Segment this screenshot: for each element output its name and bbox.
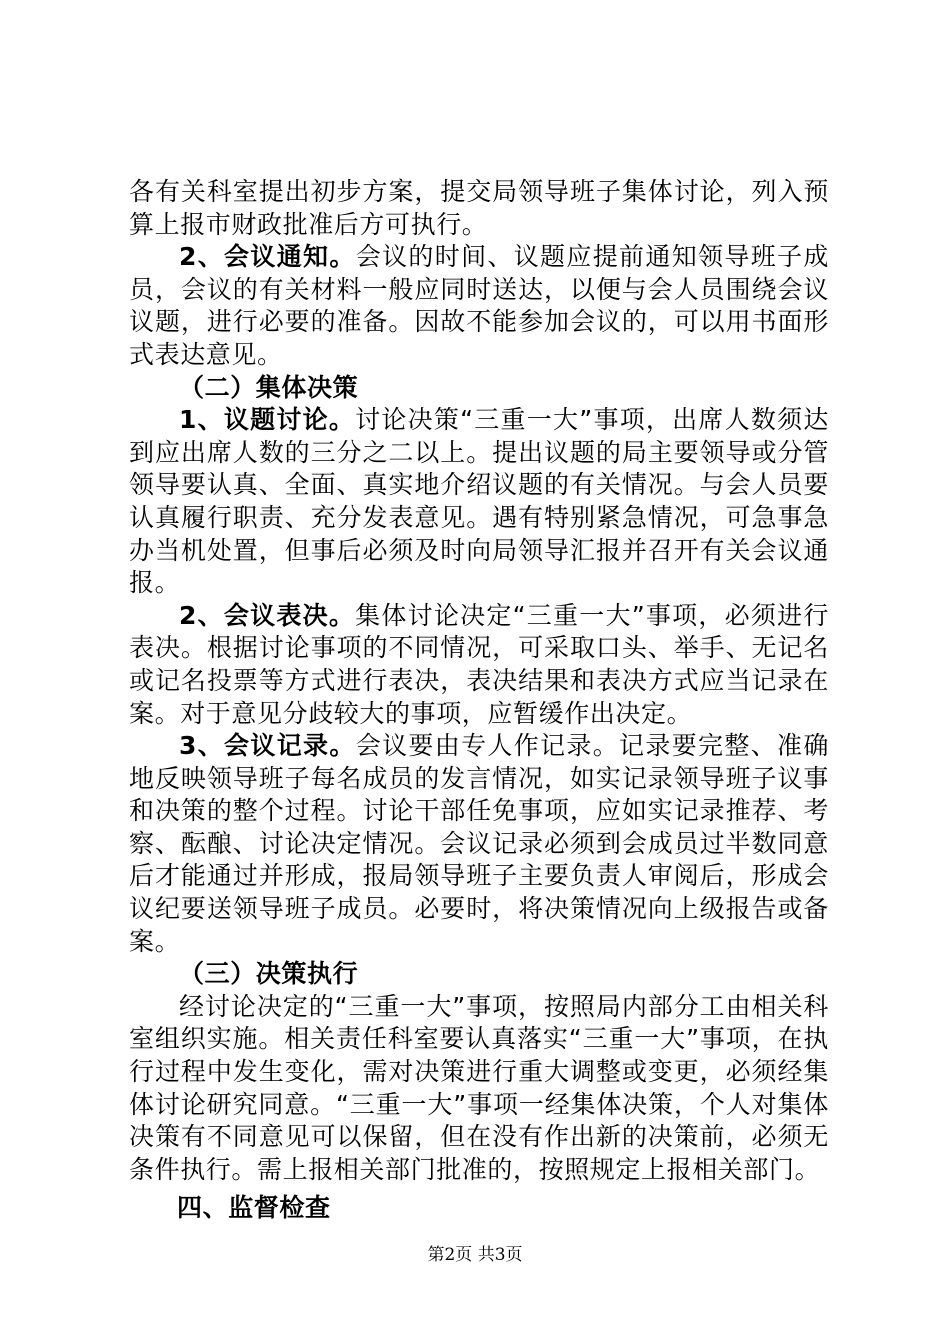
paragraph-heading: 1、议题讨论。 — [179, 405, 356, 435]
paragraph-meeting-vote — [129, 600, 829, 730]
paragraph-heading: 2、会议通知。 — [179, 242, 356, 272]
paragraph-text: 集体讨论决定“三重一大”事项，必须进行表决。根据讨论事项的不同情况，可采取口头、举手、无记名或记名投票等方式进行表决，表决结果和表决方式应当记录在案。对于意见分歧较大的事项，应暂缓作出决定。 — [129, 600, 829, 728]
paragraph-text: 会议的时间、议题应提前通知领导班子成员，会议的有关材料一般应同时送达，以便与会人员围绕会议议题，进行必要的准备。因故不能参加会议的，可以用书面形式表达意见。 — [129, 242, 829, 369]
paragraph-text: 讨论决策“三重一大”事项，出席人数须达到应出席人数的三分之二以上。提出议题的局主要领导或分管领导要认真、全面、真实地介绍议题的有关情况。与会人员要认真履行职责、充分发表意见。遇有特别紧急情况，可急事急办当机处置，但事后必须及时向局领导汇报并召开有关会议通报。 — [129, 405, 829, 598]
page-number-label: 第2页 共3页 — [427, 1245, 523, 1265]
paragraph-heading: 2、会议表决。 — [179, 600, 356, 630]
paragraph-budget — [129, 176, 829, 241]
document-body — [129, 176, 829, 1225]
paragraph-topic-discussion — [129, 404, 829, 600]
paragraph-meeting-record — [129, 730, 829, 958]
page-footer — [0, 1240, 950, 1265]
paragraph-heading: 3、会议记录。 — [179, 731, 356, 761]
paragraph-text: 经讨论决定的“三重一大”事项，按照局内部分工由相关科室组织实施。相关责任科室要认真落实“三重一大”事项，在执行过程中发生变化，需对决策进行重大调整或变更，必须经集体讨论研究同意。“三重一大”事项一经集体决策，个人对集体决策有不同意见可以保留，但在没有作出新的决策前，必须无条件执行。需上报相关部门批准的，按照规定上报相关部门。 — [129, 991, 829, 1184]
section-heading-supervision: 四、监督检查 — [177, 1193, 331, 1223]
paragraph-execution — [129, 991, 829, 1187]
subheading-decision-execution: （三）决策执行 — [179, 959, 359, 989]
paragraph-text: 会议要由专人作记录。记录要完整、准确地反映领导班子每名成员的发言情况，如实记录领导班子议事和决策的整个过程。讨论干部任免事项，应如实记录推荐、考察、酝酿、讨论决定情况。会议记录必须到会成员过半数同意后才能通过并形成，报局领导班子主要负责人审阅后，形成会议纪要送领导班子成员。必要时，将决策情况向上级报告或备案。 — [129, 731, 829, 956]
paragraph-text: 各有关科室提出初步方案，提交局领导班子集体讨论，列入预算上报市财政批准后方可执行。 — [129, 177, 829, 239]
subheading-collective-decision: （二）集体决策 — [179, 372, 359, 402]
paragraph-meeting-notice — [129, 241, 829, 371]
